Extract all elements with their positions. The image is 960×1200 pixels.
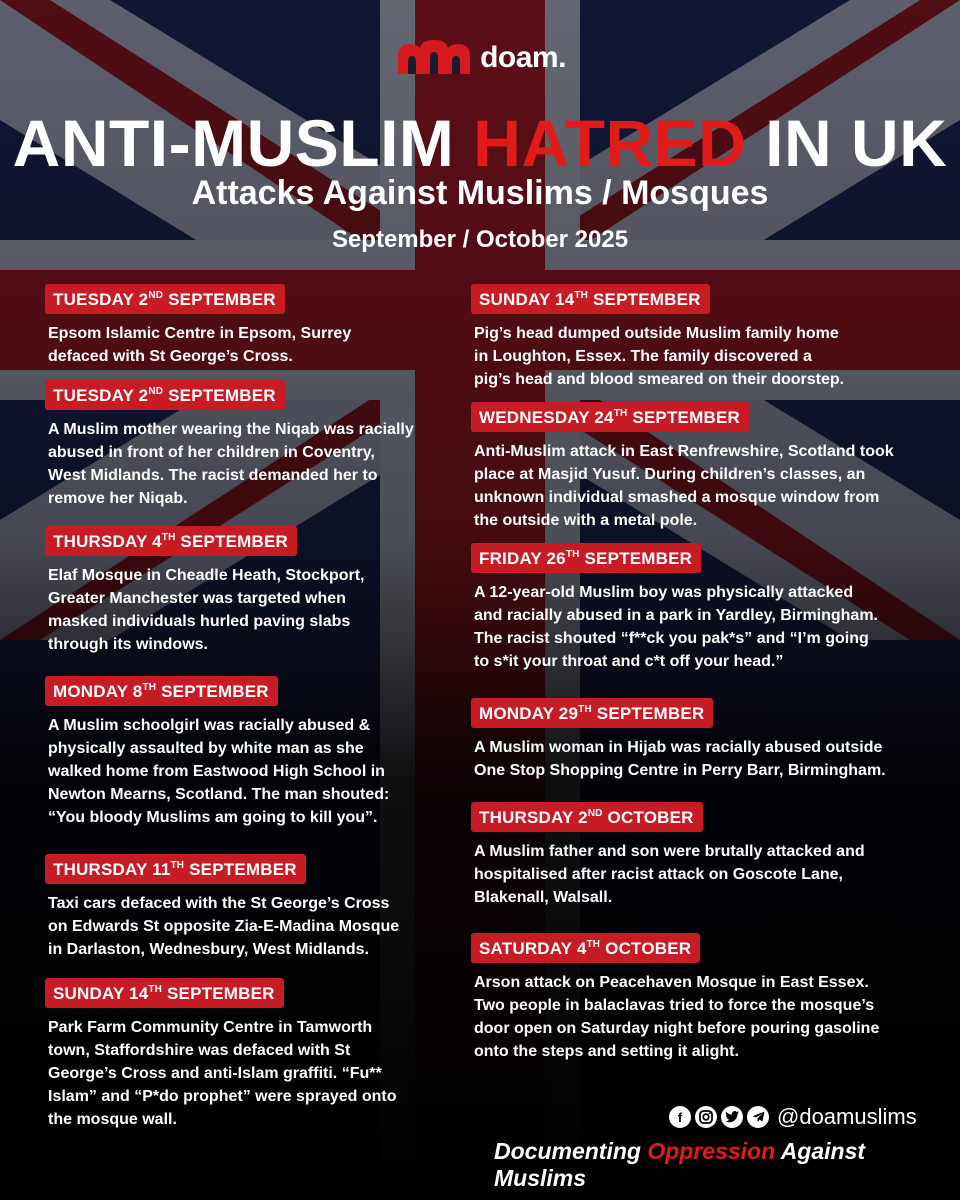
event-description: Pig’s head dumped outside Muslim family home in Loughton, Essex. The family discovered a pig’s head and blood smeared on their doorstep.	[474, 325, 845, 388]
event-item	[471, 402, 921, 532]
event-date-badge: THURSDAY 11TH SEPTEMBER	[45, 854, 306, 884]
event-date-badge: SATURDAY 4TH OCTOBER	[471, 933, 700, 963]
event-description: Arson attack on Peacehaven Mosque in East Essex. Two people in balaclavas tried to force the mosque’s door open on Saturday night before pouring gasoline onto the steps and setting it alight.	[474, 974, 880, 1060]
period-label: September / October 2025	[331, 226, 629, 253]
event-item	[45, 676, 470, 829]
event-description: Epsom Islamic Centre in Epsom, Surrey defaced with St George’s Cross.	[48, 325, 352, 365]
event-date-badge: THURSDAY 4TH SEPTEMBER	[45, 526, 297, 556]
event-description: A 12-year-old Muslim boy was physically attacked and racially abused in a park in Yardley, Birmingham. The racist shouted “f**ck you pak*s” and “I’m going to s*it your throat and c*t off your head.”	[474, 584, 878, 670]
event-item	[45, 380, 470, 510]
event-item	[471, 933, 921, 1063]
facebook-icon[interactable]: f	[669, 1106, 691, 1128]
page-title	[0, 106, 960, 180]
title-highlight: HATRED	[473, 106, 747, 180]
title-part-1: ANTI-MUSLIM	[12, 106, 474, 180]
event-description: A Muslim father and son were brutally attacked and hospitalised after racist attack on Goscote Lane, Blakenall, Walsall.	[474, 843, 865, 906]
event-date-badge: MONDAY 8TH SEPTEMBER	[45, 676, 278, 706]
page-subtitle: Attacks Against Muslims / Mosques	[191, 174, 769, 212]
mosque-logo-icon	[394, 40, 474, 76]
event-description: Anti-Muslim attack in East Renfrewshire, Scotland took place at Masjid Yusuf. During children’s classes, an unknown individual smashed a mosque window from the outside with a metal pole.	[474, 443, 894, 529]
tagline-highlight: Oppression	[647, 1138, 776, 1164]
title-part-3: IN UK	[746, 106, 948, 180]
event-item	[45, 978, 470, 1131]
event-date-badge: TUESDAY 2ND SEPTEMBER	[45, 380, 285, 410]
event-item	[45, 526, 470, 656]
footer-tagline: Documenting Oppression Against Muslims	[494, 1138, 866, 1191]
instagram-icon[interactable]	[695, 1106, 717, 1128]
event-date-badge: MONDAY 29TH SEPTEMBER	[471, 698, 713, 728]
event-description: A Muslim mother wearing the Niqab was racially abused in front of her children in Coventry, West Midlands. The racist demanded her to remove her Niqab.	[48, 421, 414, 507]
event-date-badge: TUESDAY 2ND SEPTEMBER	[45, 284, 285, 314]
event-description: A Muslim woman in Hijab was racially abused outside One Stop Shopping Centre in Perry Barr, Birmingham.	[474, 739, 886, 779]
event-date-badge: WEDNESDAY 24TH SEPTEMBER	[471, 402, 749, 432]
twitter-icon[interactable]	[721, 1106, 743, 1128]
event-item	[471, 802, 921, 909]
event-date-badge: SUNDAY 14TH SEPTEMBER	[471, 284, 710, 314]
event-description: A Muslim schoolgirl was racially abused & physically assaulted by white man as she walked home from Eastwood High School in Newton Mearns, Scotland. The man shouted: “You bloody Muslims am going to kill you”.	[48, 717, 390, 826]
event-date-badge: THURSDAY 2ND OCTOBER	[471, 802, 703, 832]
event-item	[45, 854, 470, 961]
event-item	[471, 543, 921, 673]
social-links	[669, 1104, 917, 1130]
event-description: Elaf Mosque in Cheadle Heath, Stockport, Greater Manchester was targeted when masked individuals hurled paving slabs through its windows.	[48, 567, 365, 653]
event-description: Taxi cars defaced with the St George’s Cross on Edwards St opposite Zia-E-Madina Mosque in Darlaston, Wednesbury, West Midlands.	[48, 895, 400, 958]
event-date-badge: SUNDAY 14TH SEPTEMBER	[45, 978, 284, 1008]
event-item	[45, 284, 470, 368]
event-date-badge: FRIDAY 26TH SEPTEMBER	[471, 543, 701, 573]
social-handle: @doamuslims	[777, 1104, 917, 1129]
brand-name: doam.	[480, 41, 566, 74]
telegram-icon[interactable]	[747, 1106, 769, 1128]
event-item	[471, 698, 921, 782]
event-description: Park Farm Community Centre in Tamworth town, Staffordshire was defaced with St George’s Cross and anti-Islam graffiti. “Fu** Islam” and “P*do prophet” were sprayed onto the mosque wall.	[48, 1019, 397, 1128]
event-item	[471, 284, 921, 391]
brand-logo	[0, 40, 960, 76]
